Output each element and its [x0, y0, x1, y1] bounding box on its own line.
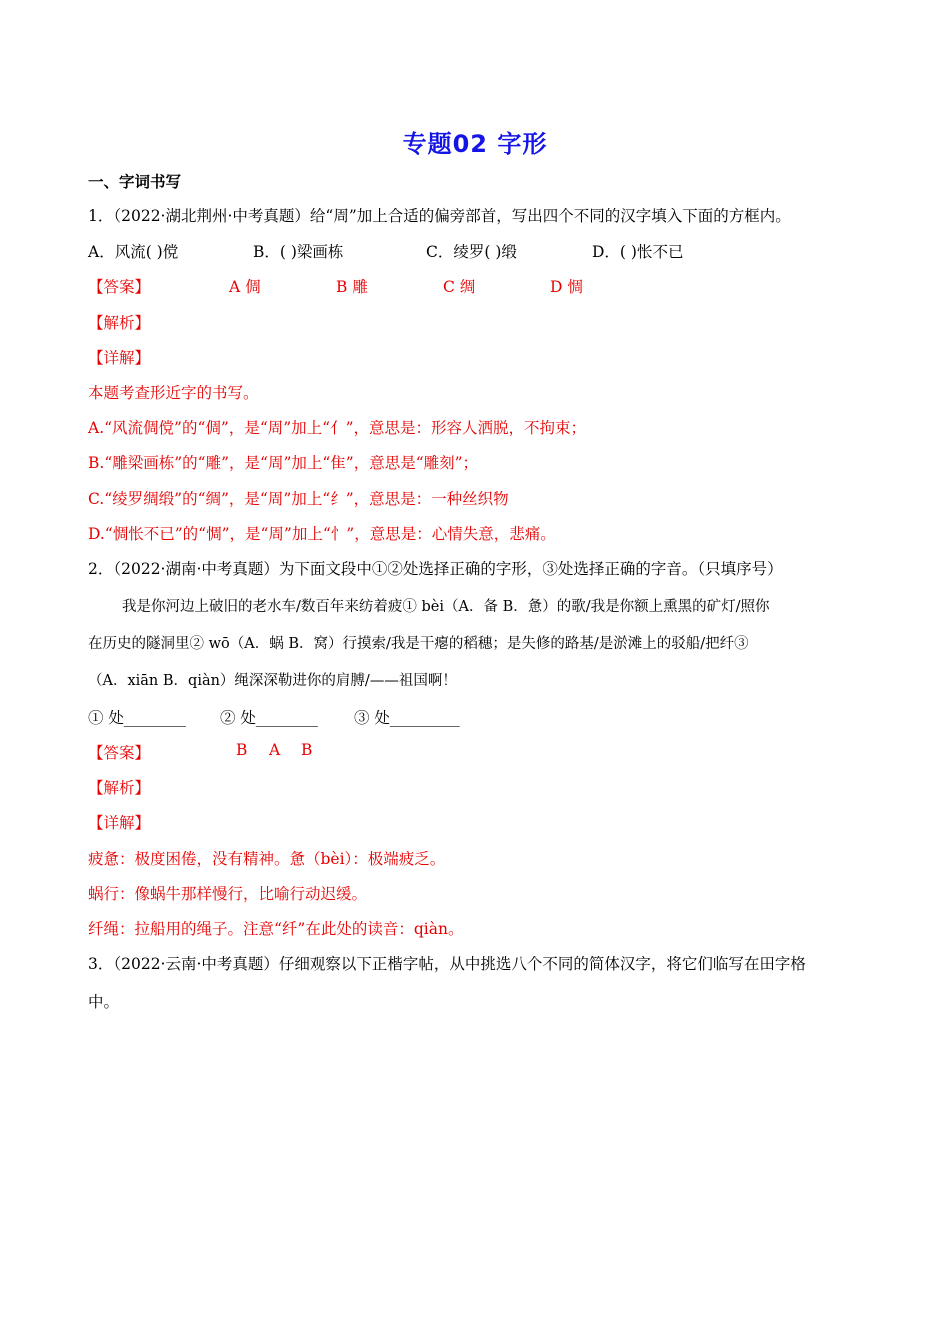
- q2-answer-2: A: [269, 741, 281, 759]
- q1-detail-label: 【详解】: [88, 349, 151, 367]
- q2-stem: 2．（2022·湖南·中考真题）为下面文段中①②处选择正确的字形，③处选择正确的字音。（只填序号）: [88, 560, 783, 578]
- q1-option-d: D．( )怅不已: [592, 243, 684, 261]
- q2-blank-3[interactable]: ③ 处_________: [354, 709, 460, 727]
- q1-analysis-label: 【解析】: [88, 314, 151, 332]
- q1-option-b: B．( )梁画栋: [253, 243, 344, 261]
- q2-blank-1[interactable]: ① 处________: [88, 709, 186, 727]
- q2-blank-2[interactable]: ② 处________: [220, 709, 318, 727]
- q2-analysis-label: 【解析】: [88, 779, 151, 797]
- q3-stem: 3．（2022·云南·中考真题）仔细观察以下正楷字帖，从中挑选八个不同的简体汉字，将它们临写在田字格: [88, 955, 806, 973]
- section-heading: 一、字词书写: [88, 172, 182, 191]
- q1-answer-c: C 绸: [443, 278, 476, 296]
- q2-answer-label: 【答案】: [88, 744, 151, 762]
- q1-detail-line: D.“惆怅不已”的“惆”，是“周”加上“忄”，意思是：心情失意，悲痛。: [88, 525, 556, 543]
- q1-answer-b: B 雕: [336, 278, 368, 296]
- q2-poem-line: 我是你河边上破旧的老水车/数百年来纺着疲① bèi（A．备 B．惫）的歌/我是你额上熏黑的矿灯/照你: [122, 599, 770, 615]
- q1-detail-line: 本题考查形近字的书写。: [88, 384, 259, 402]
- q2-detail-line: 纤绳：拉船用的绳子。注意“纤”在此处的读音：qiàn。: [88, 920, 464, 938]
- q1-option-a: A．风流( )傥: [88, 243, 179, 261]
- q2-poem-line: 在历史的隧洞里② wō（A．蜗 B．窝）行摸索/我是干瘪的稻穗；是失修的路基/是淤滩上的驳船/把纤③: [88, 636, 749, 652]
- q1-detail-line: C.“绫罗绸缎”的“绸”，是“周”加上“纟”，意思是：一种丝织物: [88, 490, 509, 508]
- q2-answer-3: B: [301, 741, 313, 759]
- q3-stem-continued: 中。: [88, 993, 120, 1011]
- q1-stem: 1．（2022·湖北荆州·中考真题）给“周”加上合适的偏旁部首，写出四个不同的汉字填入下面的方框内。: [88, 207, 791, 225]
- q2-detail-line: 疲惫：极度困倦，没有精神。惫（bèi）：极端疲乏。: [88, 850, 446, 868]
- q1-detail-line: A.“风流倜傥”的“倜”，是“周”加上“亻”，意思是：形容人洒脱，不拘束；: [88, 419, 587, 437]
- q1-answer-a: A 倜: [229, 278, 261, 296]
- q2-detail-label: 【详解】: [88, 814, 151, 832]
- q2-answer-1: B: [236, 741, 248, 759]
- q1-answer-label: 【答案】: [88, 278, 151, 296]
- q1-option-c: C．绫罗( )缎: [426, 243, 517, 261]
- page-title: 专题02 字形: [402, 130, 548, 158]
- q1-detail-line: B.“雕梁画栋”的“雕”，是“周”加上“隹”，意思是“雕刻”；: [88, 454, 479, 472]
- q2-poem-line: （A．xiān B．qiàn）绳深深勒进你的肩膊/——祖国啊！: [88, 673, 457, 689]
- q2-detail-line: 蜗行：像蜗牛那样慢行，比喻行动迟缓。: [88, 885, 368, 903]
- q1-answer-d: D 惆: [550, 278, 583, 296]
